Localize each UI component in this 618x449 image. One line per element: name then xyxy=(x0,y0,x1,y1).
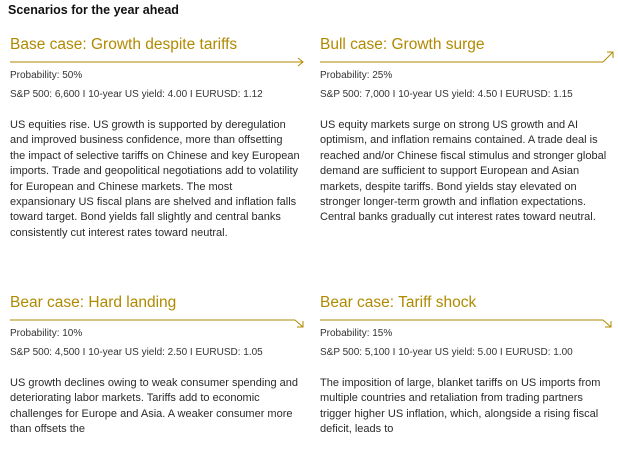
card-title: Base case: Growth despite tariffs xyxy=(10,36,238,53)
up-right-arrow-icon xyxy=(320,56,618,66)
card-title: Bear case: Hard landing xyxy=(10,294,177,311)
market-targets: S&P 500: 7,000 I 10-year US yield: 4.50 I EURUSD: 1.15 xyxy=(320,89,573,100)
down-right-arrow-icon xyxy=(320,314,618,328)
probability-label: Probability: 50% xyxy=(10,70,83,81)
market-targets: S&P 500: 4,500 I 10-year US yield: 2.50 I EURUSD: 1.05 xyxy=(10,347,263,358)
market-targets: S&P 500: 6,600 I 10-year US yield: 4.00 I EURUSD: 1.12 xyxy=(10,89,263,100)
title-rule xyxy=(10,314,308,324)
probability-label: Probability: 15% xyxy=(320,328,393,339)
scenario-description: The imposition of large, blanket tariffs on US imports from multiple countries and retaliation from trading partners trigger higher US inflation, which, alongside a rising fiscal deficit, leads to xyxy=(320,377,601,436)
title-rule xyxy=(320,56,618,66)
probability-label: Probability: 25% xyxy=(320,70,393,81)
down-right-arrow-icon xyxy=(10,314,308,328)
scenario-card-bear-hard-landing xyxy=(10,294,308,438)
page-title: Scenarios for the year ahead xyxy=(8,3,179,17)
card-title: Bull case: Growth surge xyxy=(320,36,485,53)
title-rule xyxy=(10,56,308,66)
title-rule xyxy=(320,314,618,324)
probability-label: Probability: 10% xyxy=(10,328,83,339)
market-targets: S&P 500: 5,100 I 10-year US yield: 5.00 I EURUSD: 1.00 xyxy=(320,347,573,358)
right-arrow-icon xyxy=(10,56,308,66)
scenario-card-bull-case xyxy=(320,36,618,226)
scenario-description: US growth declines owing to weak consumer spending and deteriorating labor markets. Tariffs add to economic challenges for Europe and Asia. A weaker consumer more than offsets the xyxy=(10,377,298,436)
card-title: Bear case: Tariff shock xyxy=(320,294,477,311)
scenario-card-base-case xyxy=(10,36,308,241)
scenario-card-bear-tariff-shock xyxy=(320,294,618,438)
scenario-description: US equity markets surge on strong US growth and AI optimism, and inflation remains contained. A trade deal is reached and/or Chinese fiscal stimulus and stronger global demand are sufficient to support European and Asian markets, despite tariffs. Bond yields stay elevated on stronger longer-term growth and inflation expectations. Central banks gradually cut interest rates toward neutral. xyxy=(320,119,607,224)
scenario-description: US equities rise. US growth is supported by deregulation and improved business confidence, more than offsetting the impact of selective tariffs on Chinese and key European imports. Trade and geopolitical negotiations add to volatility for European and Chinese markets. The most expansionary US fiscal plans are shelved and inflation falls toward target. Bond yields fall slightly and central banks consistently cut interest rates toward neutral. xyxy=(10,119,300,239)
